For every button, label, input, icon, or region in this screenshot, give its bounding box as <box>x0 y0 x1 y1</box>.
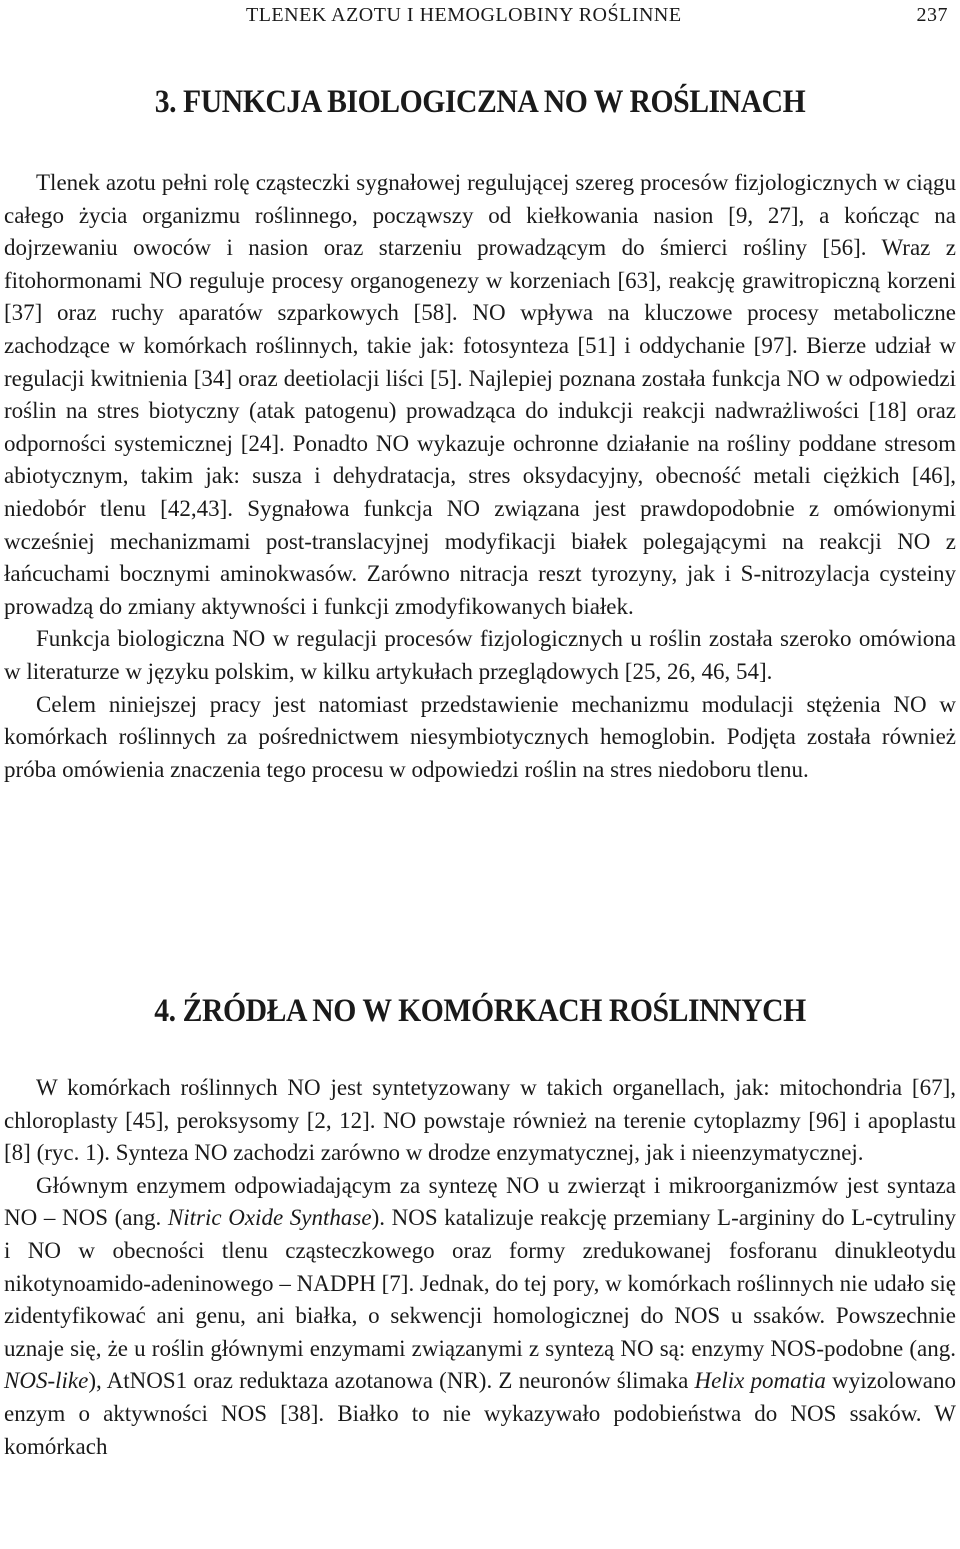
section-3-paragraph-3: Celem niniejszej pracy jest natomiast przedstawienie mechanizmu modulacji stężenia NO w komórkach roślinnych za pośrednictwem niesymbiotycznych hemoglobin. Podjęta została również próba omówienia znaczenia tego procesu w odpowiedzi roślin na stres niedoboru tlenu. <box>4 691 956 782</box>
page-number: 237 <box>916 4 948 26</box>
section-3-paragraph-1: Tlenek azotu pełni rolę cząsteczki sygnałowej regulującej szereg procesów fizjologicznych w ciągu całego życia organizmu roślinnego, począwszy od kiełkowania nasion [9, 27], a kończąc na dojrzewaniu owoców i nasion oraz starzeniu prowadzącym do śmierci rośliny [56]. Wraz z fitohormonami NO reguluje procesy organogenezy w korzeniach [63], reakcję grawitropiczną korzeni [37] oraz ruchy aparatów szparkowych [58]. NO wpływa na kluczowe procesy metaboliczne zachodzące w komórkach roślinnych, takie jak: fotosynteza [51] i oddychanie [97]. Bierze udział w regulacji kwitnienia [34] oraz deetiolacji liści [5]. Najlepiej poznana została funkcja NO w odpowiedzi roślin na stres biotyczny (atak patogenu) prowadząca do indukcji reakcji nadwrażliwości [18] oraz odporności systemicznej [24]. Ponadto NO wykazuje ochronne działanie na rośliny poddane stresom abiotycznym, takim jak: susza i dehydratacja, stres oksydacyjny, obecność metali ciężkich [46], niedobór tlenu [42,43]. Sygnałowa funkcja NO związana jest prawdopodobnie z omówionymi wcześniej mechanizmami post-translacyjnej modyfikacji białek polegającymi na reakcji NO z łańcuchami bocznymi aminokwasów. Zarówno nitracja reszt tyrozyny, jak i S-nitrozylacja cysteiny prowadzą do zmiany aktywności i funkcji zmodyfikowanych białek. <box>4 170 956 619</box>
text-run: ), AtNOS1 oraz reduktaza azotanowa (NR). Z neuronów ślimaka <box>88 1368 695 1394</box>
section-4-paragraph-2 <box>4 1170 956 1463</box>
section-4-body <box>4 1072 956 1463</box>
text-run: ). NOS katalizuje reakcję przemiany L-argininy do L-cytruliny i NO w obecności tlenu cząsteczkowego oraz formy zredukowanej fosforanu dinukleotydu nikotynoamido-adeninowego – NADPH [7]. Jednak, do tej pory, w komórkach roślinnych nie udało się zidentyfikować ani genu, ani białka, o sekwencji homologicznej do NOS u ssaków. Powszechnie uznaje się, że u roślin głównymi enzymami związanymi z syntezą NO są: enzymy NOS-podobne (ang. <box>4 1205 956 1361</box>
text-run: Głównym enzymem odpowiadającym za syntezę NO u zwierząt i mikroorganizmów jest syntaza NO – NOS (ang. <box>4 1172 956 1231</box>
running-head <box>0 4 960 28</box>
running-title: TLENEK AZOTU I HEMOGLOBINY ROŚLINNE <box>246 4 682 26</box>
italic-term: Helix pomatia <box>694 1368 826 1394</box>
section-4-heading: 4. ŹRÓDŁA NO W KOMÓRKACH ROŚLINNYCH <box>154 993 806 1029</box>
section-3-heading: 3. FUNKCJA BIOLOGICZNA NO W ROŚLINACH <box>154 84 806 120</box>
section-4-paragraph-1: W komórkach roślinnych NO jest syntetyzowany w takich organellach, jak: mitochondria [67], chloroplasty [45], peroksysomy [2, 12]. NO powstaje również na terenie cytoplazmy [96] i apoplastu [8] (ryc. 1). Synteza NO zachodzi zarówno w drodze enzymatycznej, jak i nieenzymatycznej. <box>4 1075 956 1166</box>
text-run: wyizolowano enzym o aktywności NOS [38]. Białko to nie wykazywało podobieństwa do NOS ssaków. W komórkach <box>4 1368 957 1459</box>
italic-term: Nitric Oxide Synthase <box>167 1205 372 1231</box>
section-3-body <box>4 167 956 786</box>
section-3-paragraph-2: Funkcja biologiczna NO w regulacji procesów fizjologicznych u roślin została szeroko omówiona w literaturze w języku polskim, w kilku artykułach przeglądowych [25, 26, 46, 54]. <box>4 626 956 684</box>
italic-term: NOS-like <box>4 1368 89 1394</box>
